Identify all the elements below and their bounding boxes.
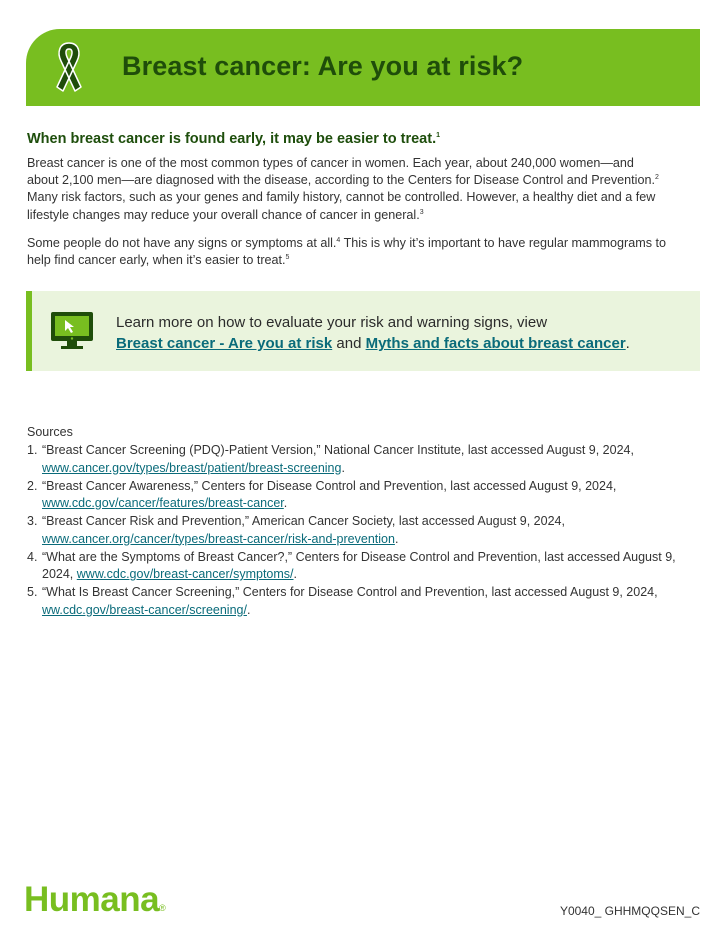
source-link[interactable]: www.cdc.gov/cancer/features/breast-cancer [42, 496, 284, 510]
lead-heading: When breast cancer is found early, it may be easier to treat.$^1$ [27, 131, 441, 147]
computer-monitor-icon [49, 310, 95, 350]
sources-list [27, 442, 677, 620]
learn-more-callout [26, 291, 700, 371]
title-banner [26, 29, 700, 106]
risk-link[interactable]: Breast cancer - Are you at risk [116, 335, 333, 352]
symptoms-paragraph: Some people do not have any signs or symptoms at all.$^4$ This is why it’s important to have regular mammograms to help find cancer early, when it’s easier to treat.$^5$ [27, 236, 667, 268]
awareness-ribbon-icon [48, 39, 90, 97]
source-item: 5. “What Is Breast Cancer Screening,” Centers for Disease Control and Prevention, last accessed August 9, 2024, ww.cdc.gov/breast-cancer/screening/. [27, 585, 658, 617]
callout-text: Learn more on how to evaluate your risk and warning signs, view Breast cancer - Are you at risk and Myths and facts about breast cancer. [116, 314, 630, 352]
document-code: Y0040_ GHHMQQSEN_C [559, 904, 700, 918]
source-item: 1. “Breast Cancer Screening (PDQ)-Patient Version,” National Cancer Institute, last accessed August 9, 2024, www.cancer.gov/types/breast/patient/breast-screening. [27, 443, 634, 475]
source-item: 4. “What are the Symptoms of Breast Cancer?,” Centers for Disease Control and Prevention, last accessed August 9, 2024, www.cdc.gov/breast-cancer/symptoms/. [27, 549, 676, 581]
source-link[interactable]: ww.cdc.gov/breast-cancer/screening/ [42, 602, 247, 617]
humana-logo: Humana® [24, 880, 166, 919]
source-link[interactable]: www.cdc.gov/breast-cancer/symptoms/ [76, 567, 294, 581]
source-link[interactable]: www.cancer.org/cancer/types/breast-cancer/risk-and-prevention [42, 531, 395, 546]
source-item: 3. “Breast Cancer Risk and Prevention,” American Cancer Society, last accessed August 9, 2024, www.cancer.org/cancer/types/breast-cancer/risk-and-prevention. [27, 514, 565, 546]
page-title: Breast cancer: Are you at risk? [122, 51, 524, 81]
source-item: 2. “Breast Cancer Awareness,” Centers for Disease Control and Prevention, last accessed August 9, 2024, www.cdc.gov/cancer/features/breast-cancer. [27, 478, 617, 510]
sources-heading: Sources [27, 425, 73, 439]
myths-facts-link[interactable]: Myths and facts about breast cancer [365, 335, 626, 352]
intro-paragraph: Breast cancer is one of the most common types of cancer in women. Each year, about 240,000 women—and about 2,100 men—are diagnosed with the disease, according to the Centers for Disease Control and Prevention.$^2$ Many risk factors, such as your genes and family history, cannot be controlled. However, a healthy diet and a few lifestyle changes may reduce your overall chance of cancer in general.$^3$ [27, 156, 659, 222]
source-link[interactable]: www.cancer.gov/types/breast/patient/breast-screening [42, 460, 342, 475]
